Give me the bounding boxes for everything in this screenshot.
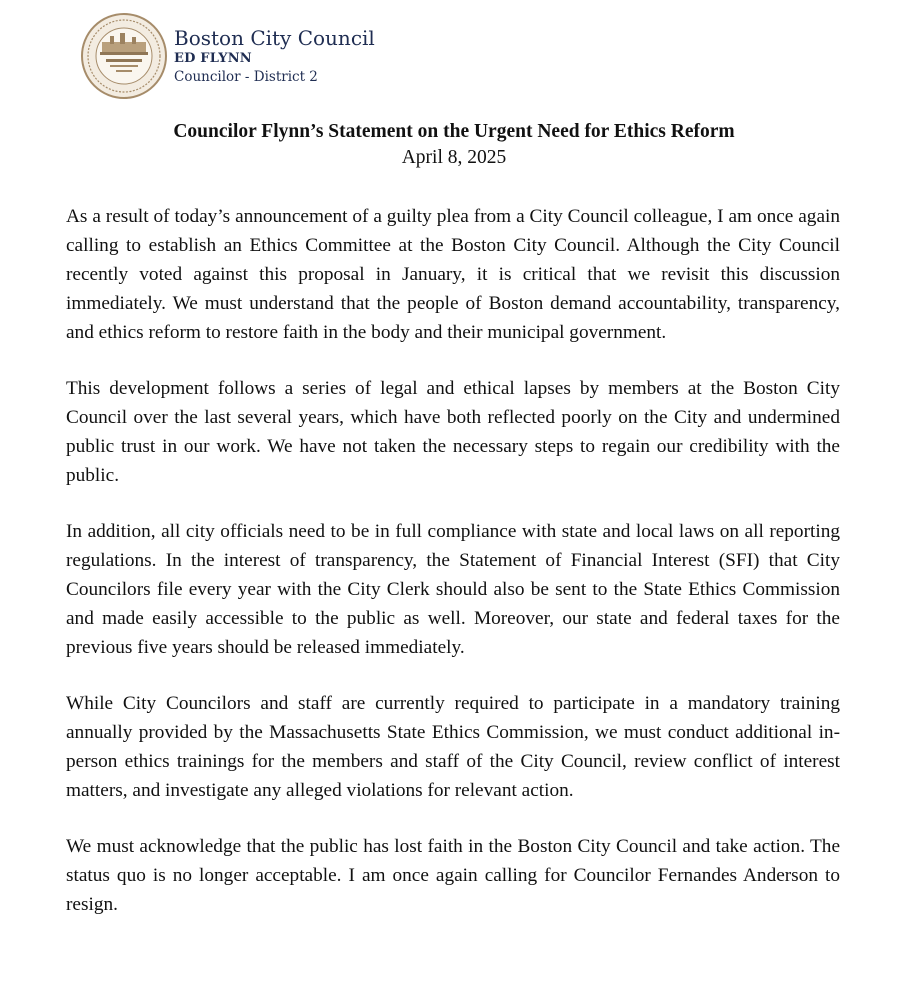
paragraph: This development follows a series of legal and ethical lapses by members at the Boston City Council over the last several years, which have both reflected poorly on the City and undermined public trust in our work. We have not taken the necessary steps to regain our credibility with the public. bbox=[66, 378, 840, 486]
paragraph: While City Councilors and staff are currently required to participate in a mandatory training annually provided by the Massachusetts State Ethics Commission, we must conduct additional in-person ethics trainings for the members and staff of the City Council, review conflict of interest matters, and investigate any alleged violations for relevant action. bbox=[66, 693, 840, 801]
councilor-name: ED FLYNN bbox=[174, 51, 252, 66]
statement-body bbox=[66, 202, 840, 946]
organization-name: Boston City Council bbox=[174, 26, 375, 50]
councilor-role: Councilor - District 2 bbox=[174, 69, 318, 85]
letterhead bbox=[80, 10, 375, 102]
paragraph: In addition, all city officials need to be in full compliance with state and local laws on all reporting regulations. In the interest of transparency, the Statement of Financial Interest (SFI) that City Councilors file every year with the City Clerk should also be sent to the State Ethics Commission and made easily accessible to the public as well. Moreover, our state and federal taxes for the previous five years should be released immediately. bbox=[66, 521, 840, 658]
statement-date: April 8, 2025 bbox=[401, 147, 507, 168]
statement-heading bbox=[0, 119, 908, 171]
paragraph: We must acknowledge that the public has lost faith in the Boston City Council and take action. The status quo is no longer acceptable. I am once again calling for Councilor Fernandes Anderson to resign. bbox=[66, 836, 840, 915]
statement-title: Councilor Flynn’s Statement on the Urgent Need for Ethics Reform bbox=[173, 121, 735, 142]
paragraph: As a result of today’s announcement of a guilty plea from a City Council colleague, I am once again calling to establish an Ethics Committee at the Boston City Council. Although the City Council recently voted against this proposal in January, it is critical that we revisit this discussion immediately. We must understand that the people of Boston demand accountability, transparency, and ethics reform to restore faith in the body and their municipal government. bbox=[66, 206, 840, 343]
boston-city-seal-icon bbox=[80, 12, 168, 100]
